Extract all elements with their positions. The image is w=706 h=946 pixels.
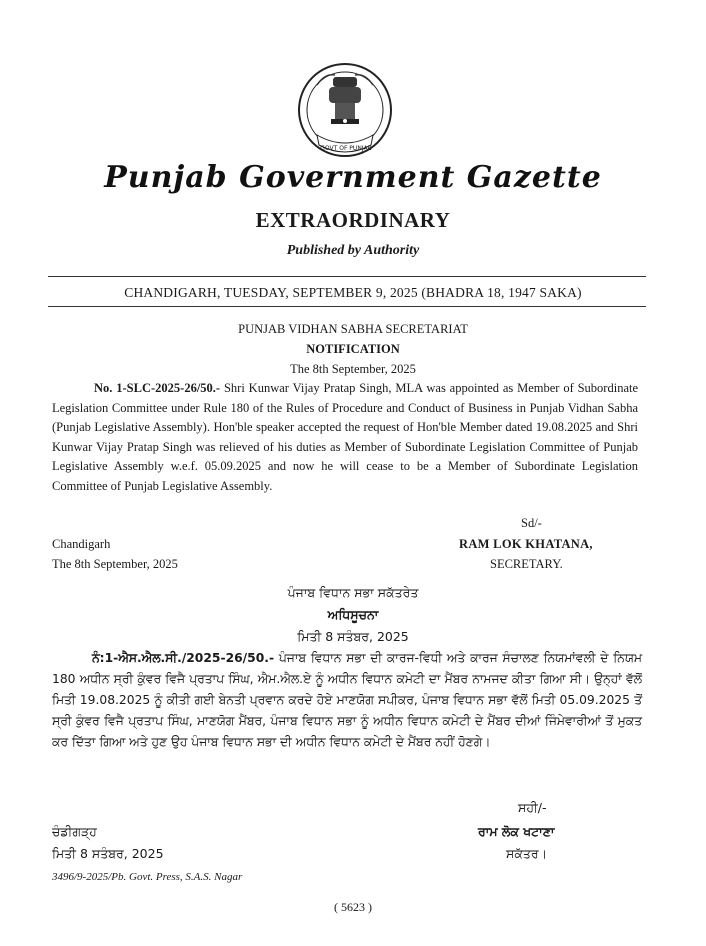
pa-heading: ਅਧਿਸੂਚਨਾ <box>327 607 379 622</box>
pa-signatory: ਰਾਮ ਲੋਕ ਖਟਾਣਾ <box>478 824 555 839</box>
en-place-date: The 8th September, 2025 <box>52 557 178 571</box>
en-signatory: RAM LOK KHATANA, <box>459 537 593 551</box>
pa-designation: ਸਕੱਤਰ। <box>506 846 548 861</box>
en-body-text: Shri Kunwar Vijay Pratap Singh, MLA was appointed as Member of Subordinate Legislation Committee under Rule 180 of the Rules of Procedure and Conduct of Business in Punjab Vidhan Sabha (Punjab Legislative Assembly). Hon'ble speaker accepted the request of Hon'ble Member dated 19.08.2025 and Shri Kunwar Vijay Pratap Singh was relieved of his duties as Member of Subordinate Legislation Committee of Punjab Legislative Assembly w.e.f. 05.09.2025 and now he will cease to be a Member of Subordinate Legislation Committee of Punjab Legislative Assembly. <box>52 381 639 493</box>
rule-top <box>48 276 646 277</box>
emblem-ribbon-text: GOVT OF PUNJAB <box>320 145 372 152</box>
gazette-title: Punjab Government Gazette <box>104 160 602 195</box>
en-sd: Sd/- <box>521 516 542 530</box>
pa-place: ਚੰਡੀਗੜ੍ਹ <box>52 824 97 839</box>
pa-sd: ਸਹੀ/- <box>518 800 547 815</box>
gazette-subtitle: EXTRAORDINARY <box>255 208 451 232</box>
en-office: PUNJAB VIDHAN SABHA SECRETARIAT <box>238 322 468 336</box>
pa-number: ਨੰ:1-ਐਸ.ਐਲ.ਸੀ./2025-26/50.- <box>92 651 275 665</box>
en-date: The 8th September, 2025 <box>290 362 416 376</box>
en-designation: SECRETARY. <box>490 557 563 571</box>
pa-place-date: ਮਿਤੀ 8 ਸਤੰਬਰ, 2025 <box>52 846 164 861</box>
en-place: Chandigarh <box>52 537 111 551</box>
en-number: No. 1-SLC-2025-26/50.- <box>94 381 221 395</box>
rule-bottom <box>48 306 646 307</box>
en-heading: NOTIFICATION <box>306 342 400 356</box>
page-number: ( 5623 ) <box>334 900 372 914</box>
published-by: Published by Authority <box>286 243 420 258</box>
gazette-dateline: CHANDIGARH, TUESDAY, SEPTEMBER 9, 2025 (BHADRA 18, 1947 SAKA) <box>124 285 582 300</box>
en-body <box>52 379 638 496</box>
press-imprint: 3496/9-2025/Pb. Govt. Press, S.A.S. Nagar <box>52 871 243 883</box>
pa-body-text: ਪੰਜਾਬ ਵਿਧਾਨ ਸਭਾ ਦੀ ਕਾਰਜ-ਵਿਧੀ ਅਤੇ ਕਾਰਜ ਸੰਚਾਲਣ ਨਿਯਮਾਂਵਲੀ ਦੇ ਨਿਯਮ 180 ਅਧੀਨ ਸ੍ਰੀ ਕੁੰਵਰ ਵਿਜੈ ਪ੍ਰਤਾਪ ਸਿੰਘ, ਐਮ.ਐਲ.ਏ ਨੂੰ ਅਧੀਨ ਵਿਧਾਨ ਕਮੇਟੀ ਦਾ ਮੈਂਬਰ ਨਾਮਜਦ ਕੀਤਾ ਗਿਆ ਸੀ। ਉਨ੍ਹਾਂ ਵੱਲੋਂ ਮਿਤੀ 19.08.2025 ਨੂੰ ਕੀਤੀ ਗਈ ਬੇਨਤੀ ਪ੍ਰਵਾਨ ਕਰਦੇ ਹੋਏ ਮਾਣਯੋਗ ਸਪੀਕਰ, ਪੰਜਾਬ ਵਿਧਾਨ ਸਭਾ ਵੱਲੋਂ ਮਿਤੀ 05.09.2025 ਤੋਂ ਸ੍ਰੀ ਕੁੰਵਰ ਵਿਜੈ ਪ੍ਰਤਾਪ ਸਿੰਘ, ਮਾਣਯੋਗ ਮੈਂਬਰ, ਪੰਜਾਬ ਵਿਧਾਨ ਸਭਾ ਨੂੰ ਅਧੀਨ ਵਿਧਾਨ ਕਮੇਟੀ ਦੇ ਮੈਂਬਰ ਦੀਆਂ ਜਿੰਮੇਵਾਰੀਆਂ ਤੋਂ ਮੁਕਤ ਕਰ ਦਿੱਤਾ ਗਿਆ ਅਤੇ ਹੁਣ ਉਹ ਪੰਜਾਬ ਵਿਧਾਨ ਸਭਾ ਦੀ ਅਧੀਨ ਵਿਧਾਨ ਕਮੇਟੀ ਦੇ ਮੈਂਬਰ ਨਹੀਂ ਹੋਣਗੇ। <box>52 651 643 749</box>
pa-office: ਪੰਜਾਬ ਵਿਧਾਨ ਸਭਾ ਸਕੱਤਰੇਤ <box>287 585 419 600</box>
pa-body <box>52 648 642 753</box>
pa-date: ਮਿਤੀ 8 ਸਤੰਬਰ, 2025 <box>297 629 409 644</box>
